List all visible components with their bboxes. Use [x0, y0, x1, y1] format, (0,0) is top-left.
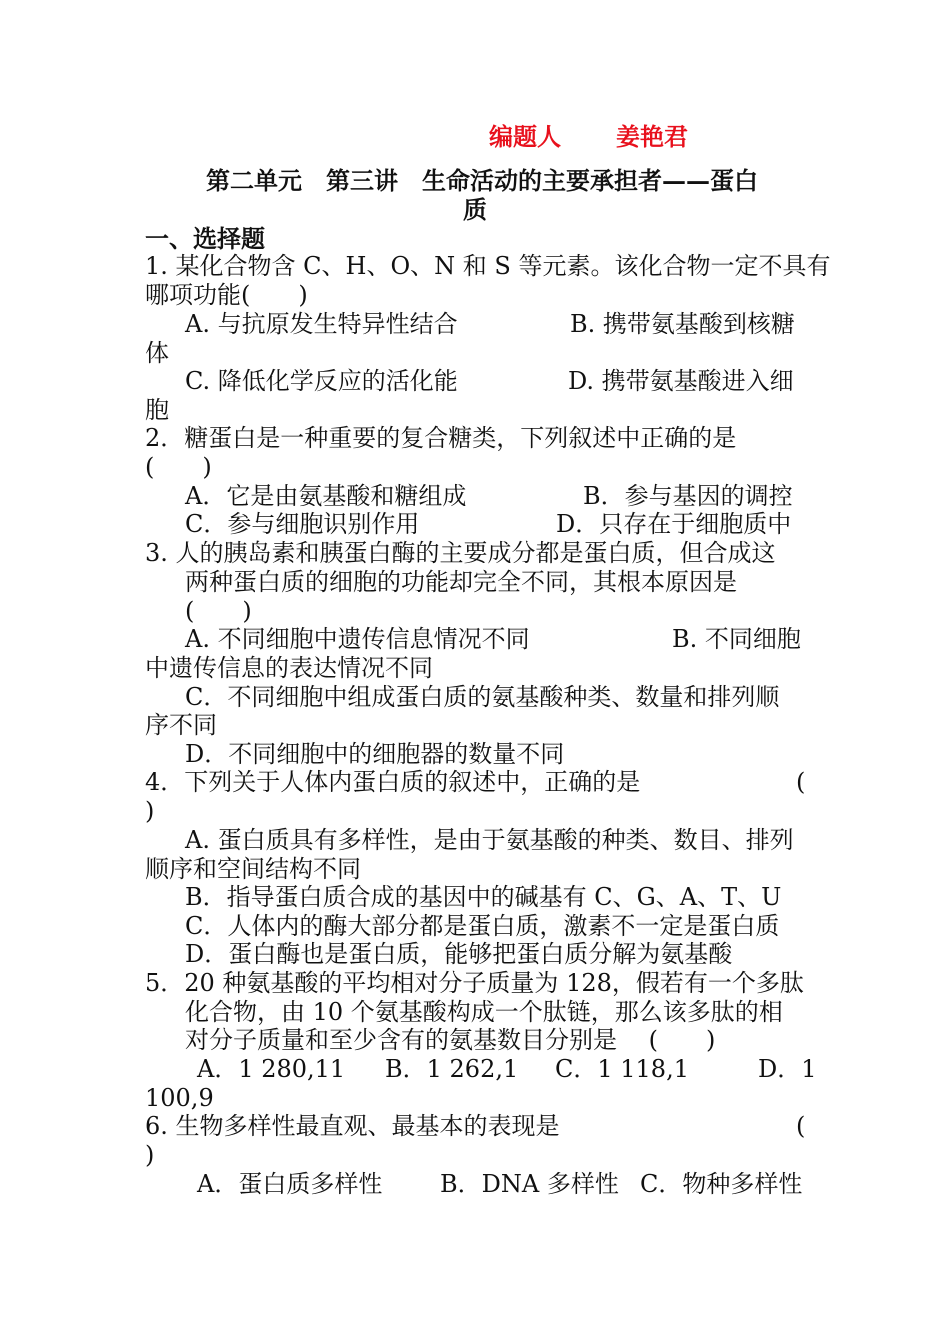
question-5-option-d-cont: 100,9	[145, 1084, 214, 1112]
question-1-option-d-cont: 胞	[145, 396, 169, 424]
question-2-option-b: B．参与基因的调控	[583, 482, 793, 510]
question-6-answer-paren-open: (	[796, 1112, 806, 1140]
question-4-option-b: B．指导蛋白质合成的基因中的碱基有 C、G、A、T、U	[185, 883, 782, 911]
question-5-option-d: D．1	[758, 1055, 817, 1083]
editor-label: 编题人	[489, 122, 561, 151]
page-title-line1: 第二单元 第三讲 生命活动的主要承担者——蛋白	[206, 166, 758, 195]
question-1-option-d: D. 携带氨基酸进入细	[568, 367, 794, 395]
question-5-option-a: A．1 280,11	[197, 1055, 346, 1083]
question-5-stem-line1: 5．20 种氨基酸的平均相对分子质量为 128，假若有一个多肽	[145, 969, 804, 997]
question-2-option-a: A．它是由氨基酸和糖组成	[185, 482, 467, 510]
editor-name: 姜艳君	[616, 122, 688, 151]
question-3-option-a: A. 不同细胞中遗传信息情况不同	[185, 625, 530, 653]
question-5-option-b: B．1 262,1	[385, 1055, 519, 1083]
question-5-option-c: C．1 118,1	[555, 1055, 689, 1083]
question-1-option-b: B. 携带氨基酸到核糖	[570, 310, 795, 338]
question-4-stem-line1: 4．下列关于人体内蛋白质的叙述中，正确的是	[145, 768, 641, 796]
question-3-option-b-cont: 中遗传信息的表达情况不同	[145, 654, 433, 682]
question-3-option-c-cont: 序不同	[145, 711, 217, 739]
section-heading: 一、选择题	[145, 224, 265, 253]
question-4-option-c: C．人体内的酶大部分都是蛋白质，激素不一定是蛋白质	[185, 912, 780, 940]
question-6-option-a: A．蛋白质多样性	[197, 1170, 383, 1198]
question-1-stem-line2: 哪项功能( )	[145, 281, 308, 309]
question-3-stem-line1: 3. 人的胰岛素和胰蛋白酶的主要成分都是蛋白质，但合成这	[145, 539, 776, 567]
question-2-stem-line2: ( )	[145, 453, 212, 481]
question-4-option-a-cont: 顺序和空间结构不同	[145, 855, 361, 883]
question-2-option-c: C．参与细胞识别作用	[185, 510, 420, 538]
question-2-stem-line1: 2．糖蛋白是一种重要的复合糖类，下列叙述中正确的是	[145, 424, 737, 452]
question-5-stem-line3: 对分子质量和至少含有的氨基数目分别是 ( )	[185, 1026, 716, 1054]
question-3-option-d: D．不同细胞中的细胞器的数量不同	[185, 740, 565, 768]
question-6-option-c: C．物种多样性	[640, 1170, 803, 1198]
question-1-option-b-cont: 体	[145, 339, 169, 367]
question-1-stem-line1: 1. 某化合物含 C、H、O、N 和 S 等元素。该化合物一定不具有	[145, 252, 831, 280]
question-6-answer-paren-close: )	[145, 1141, 155, 1169]
question-3-option-c: C．不同细胞中组成蛋白质的氨基酸种类、数量和排列顺	[185, 683, 780, 711]
question-6-option-b: B．DNA 多样性	[440, 1170, 619, 1198]
question-3-stem-line3: ( )	[185, 597, 252, 625]
question-6-stem-line1: 6. 生物多样性最直观、最基本的表现是	[145, 1112, 560, 1140]
question-4-option-d: D．蛋白酶也是蛋白质，能够把蛋白质分解为氨基酸	[185, 940, 733, 968]
page-title-line2: 质	[463, 195, 487, 224]
question-5-stem-line2: 化合物，由 10 个氨基酸构成一个肽链，那么该多肽的相	[185, 998, 783, 1026]
question-3-option-b: B. 不同细胞	[672, 625, 801, 653]
question-1-option-c: C. 降低化学反应的活化能	[185, 367, 458, 395]
question-4-option-a: A. 蛋白质具有多样性，是由于氨基酸的种类、数目、排列	[185, 826, 794, 854]
question-3-stem-line2: 两种蛋白质的细胞的功能却完全不同，其根本原因是	[185, 568, 737, 596]
question-4-answer-paren-open: (	[796, 768, 806, 796]
question-1-option-a: A. 与抗原发生特异性结合	[185, 310, 458, 338]
question-2-option-d: D．只存在于细胞质中	[556, 510, 792, 538]
question-4-answer-paren-close: )	[145, 797, 155, 825]
